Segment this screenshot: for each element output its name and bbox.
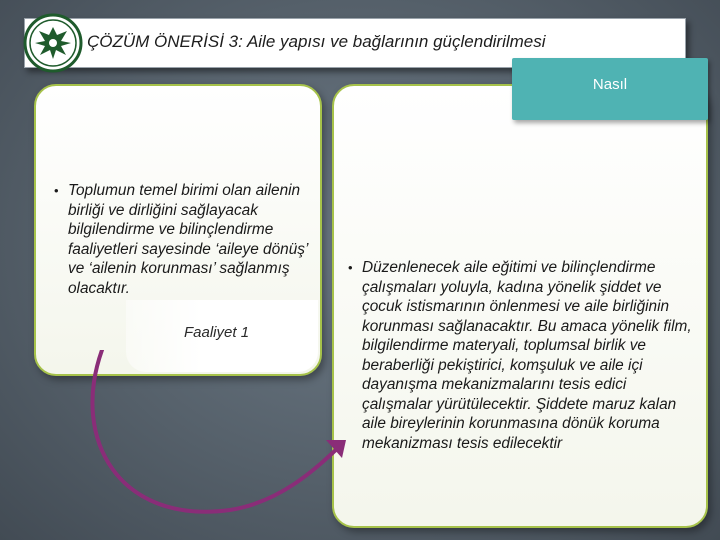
page-title: ÇÖZÜM ÖNERİSİ 3: Aile yapısı ve bağlarının güçlendirilmesi — [87, 32, 546, 51]
left-bullet-item — [54, 181, 316, 298]
activity-label: Faaliyet 1 — [184, 324, 250, 341]
curved-arrow-icon — [80, 350, 360, 530]
bullet-icon: • — [54, 183, 59, 198]
left-bullet-text: Toplumun temel birimi olan ailenin birliği ve dirliğini sağlayacak bilgilendirme ve bilinçlendirme faaliyetleri sayesinde ‘aileye dönüş’ ve ‘ailenin korunması’ sağlanmış olacaktır. — [68, 182, 308, 297]
bullet-icon: • — [348, 260, 353, 275]
right-bullet-item — [348, 258, 698, 453]
right-bullet-text: Düzenlenecek aile eğitimi ve bilinçlendirme çalışmaları yoluyla, kadına yönelik şiddet ve çocuk istismarının önlenmesi ve aile birliğinin korunması sağlanacaktır. Bu amaca yönelik film, bilgilendirme materyali, toplumsal birlik ve beraberliği pekiştirici, komşuluk ve aile içi dayanışma mekanizmalarını tesis edici çalışmalar yürütülecektir. Şiddete maruz kalan aile bireylerinin korunmasına dönük koruma mekanizması tesis edilecektir — [362, 259, 692, 452]
municipality-emblem-icon — [23, 13, 83, 73]
nasil-tag — [512, 58, 708, 120]
nasil-tag-label: Nasıl — [592, 76, 628, 93]
